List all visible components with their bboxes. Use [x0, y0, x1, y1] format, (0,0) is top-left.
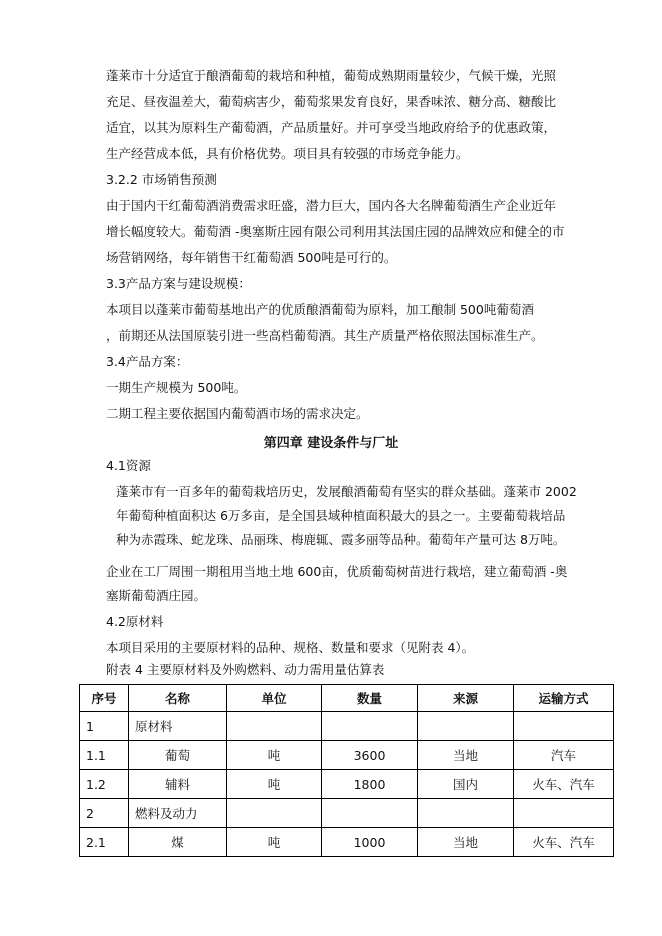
table-cell — [514, 799, 614, 828]
paragraph-line: 一期生产规模为 500吨。 — [106, 380, 247, 395]
paragraph-line: 年葡萄种植面积达 6万多亩，是全国县域种植面积最大的县之一。主要葡萄栽培品 — [116, 508, 566, 523]
header-cell-quantity: 数量 — [322, 685, 418, 712]
table-cell: 1.2 — [80, 770, 129, 799]
table-cell: 燃料及动力 — [129, 799, 227, 828]
table-cell: 吨 — [227, 741, 322, 770]
table-cell: 1800 — [322, 770, 418, 799]
header-cell-seq: 序号 — [80, 685, 129, 712]
header-cell-source: 来源 — [418, 685, 514, 712]
paragraph-line: 本项目以蓬莱市葡萄基地出产的优质酿酒葡萄为原料，加工酿制 500吨葡萄酒 — [106, 302, 534, 317]
paragraph-line: 由于国内干红葡萄酒消费需求旺盛，潜力巨大，国内各大名牌葡萄酒生产企业近年 — [106, 198, 557, 213]
paragraph-line: 增长幅度较大。葡萄酒 -奥塞斯庄园有限公司利用其法国庄园的品牌效应和健全的市 — [106, 224, 565, 239]
table-header-row — [80, 685, 614, 712]
table-cell: 1000 — [322, 828, 418, 857]
table-cell — [418, 799, 514, 828]
section-heading-3-2-2: 3.2.2 市场销售预测 — [106, 172, 217, 187]
table-cell: 国内 — [418, 770, 514, 799]
table-cell — [227, 712, 322, 741]
table-cell: 3600 — [322, 741, 418, 770]
section-heading-3-4: 3.4产品方案： — [106, 354, 189, 369]
header-cell-transport: 运输方式 — [514, 685, 614, 712]
paragraph-line: 本项目采用的主要原材料的品种、规格、数量和要求（见附表 4）。 — [106, 640, 475, 655]
table-cell — [227, 799, 322, 828]
header-cell-name: 名称 — [129, 685, 227, 712]
header-cell-unit: 单位 — [227, 685, 322, 712]
paragraph-line: 场营销网络，每年销售干红葡萄酒 500吨是可行的。 — [106, 250, 397, 265]
paragraph-line: 充足、昼夜温差大，葡萄病害少，葡萄浆果发育良好，果香味浓、糖分高、糖酸比 — [106, 94, 557, 109]
section-heading-4-2: 4.2原材料 — [106, 614, 164, 629]
table-cell — [322, 799, 418, 828]
table-row — [80, 741, 614, 770]
table-cell — [418, 712, 514, 741]
table-cell: 火车、汽车 — [514, 770, 614, 799]
paragraph-line: 企业在工厂周围一期租用当地土地 600亩，优质葡萄树苗进行栽培，建立葡萄酒 -奥 — [106, 564, 568, 579]
table-cell: 煤 — [129, 828, 227, 857]
table-cell: 当地 — [418, 741, 514, 770]
table-row — [80, 828, 614, 857]
table-cell: 辅料 — [129, 770, 227, 799]
table-row — [80, 770, 614, 799]
table-caption: 附表 4 主要原材料及外购燃料、动力需用量估算表 — [106, 662, 385, 677]
paragraph-line: 蓬莱市十分适宜于酿酒葡萄的栽培和种植，葡萄成熟期雨量较少，气候干燥，光照 — [106, 68, 557, 83]
paragraph-line: 种为赤霞珠、蛇龙珠、品丽珠、梅鹿辄、霞多丽等品种。葡萄年产量可达 8万吨。 — [116, 532, 566, 547]
chapter-title: 第四章 建设条件与厂址 — [263, 436, 399, 451]
table-cell: 葡萄 — [129, 741, 227, 770]
table-row — [80, 799, 614, 828]
table-cell — [322, 712, 418, 741]
materials-table — [79, 684, 614, 857]
table-cell — [514, 712, 614, 741]
paragraph-line: 二期工程主要依据国内葡萄酒市场的需求决定。 — [106, 406, 369, 421]
table-cell: 1.1 — [80, 741, 129, 770]
table-cell: 2.1 — [80, 828, 129, 857]
table-cell: 当地 — [418, 828, 514, 857]
paragraph-line: 生产经营成本低，具有价格优势。项目具有较强的市场竞争能力。 — [106, 146, 469, 161]
table-cell: 原材料 — [129, 712, 227, 741]
paragraph-line: ，前期还从法国原装引进一些高档葡萄酒。其生产质量严格依照法国标准生产。 — [106, 328, 544, 343]
paragraph-line: 蓬莱市有一百多年的葡萄栽培历史，发展酿酒葡萄有坚实的群众基础。蓬莱市 2002 — [116, 484, 577, 499]
table-cell: 火车、汽车 — [514, 828, 614, 857]
section-heading-3-3: 3.3产品方案与建设规模： — [106, 276, 251, 291]
table-cell: 1 — [80, 712, 129, 741]
table-row — [80, 712, 614, 741]
table-cell: 吨 — [227, 828, 322, 857]
paragraph-line: 塞斯葡萄酒庄园。 — [106, 588, 207, 603]
paragraph-line: 适宜，以其为原料生产葡萄酒，产品质量好。并可享受当地政府给予的优惠政策， — [106, 120, 557, 135]
table-cell: 吨 — [227, 770, 322, 799]
table-cell: 汽车 — [514, 741, 614, 770]
section-heading-4-1: 4.1资源 — [106, 458, 151, 473]
table-cell: 2 — [80, 799, 129, 828]
